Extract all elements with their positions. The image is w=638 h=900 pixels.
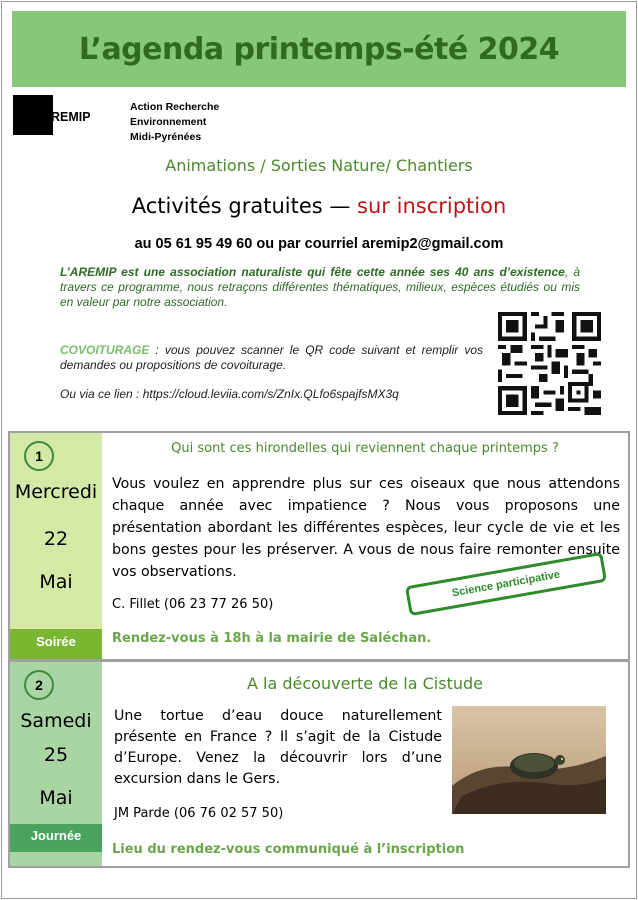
turtle-photo (452, 706, 606, 814)
event-date-panel (10, 662, 102, 866)
logo-text: AREMIP (42, 110, 91, 124)
page-title: L’agenda printemps-été 2024 (78, 31, 560, 67)
intro-rest: , à travers ce programme, nous retraçons différentes thématiques, milieux, espèces étudiés ou mis en valeur par notre association. (60, 265, 581, 309)
event-day: 25 (43, 744, 69, 766)
event-card-2 (8, 660, 630, 868)
event-number-badge: 2 (24, 670, 54, 700)
event-date-panel (10, 433, 102, 659)
intro-lead: L’AREMIP est une association naturaliste qui fête cette année ses 40 ans d’existence (60, 265, 565, 279)
free-activities-line (0, 194, 638, 218)
org-line: Midi-Pyrénées (130, 131, 202, 143)
org-name (130, 100, 219, 145)
event-contact: JM Parde (06 76 02 57 50) (114, 806, 284, 821)
event-time-tag: Soirée (10, 629, 102, 659)
free-text: Activités gratuites — (131, 194, 358, 218)
qr-code[interactable] (498, 312, 601, 415)
event-time-tag: Journée (10, 824, 102, 852)
contact-line[interactable]: au 05 61 95 49 60 ou par courriel aremip2@gmail.com (134, 236, 504, 252)
carpool-paragraph (60, 343, 483, 373)
event-meeting: Lieu du rendez-vous communiqué à l’inscription (112, 842, 465, 857)
event-title: Qui sont ces hirondelles qui reviennent chaque printemps ? (171, 441, 559, 456)
org-line: Action Recherche (130, 101, 220, 113)
event-month: Mai (39, 787, 73, 809)
subtitle: Animations / Sorties Nature/ Chantiers (165, 156, 473, 175)
event-meeting: Rendez-vous à 18h à la mairie de Saléchan. (112, 631, 432, 646)
science-participative-stamp: Science participative (405, 552, 607, 616)
intro-paragraph (60, 265, 580, 310)
event-description: Une tortue d’eau douce naturellement présente en France ? Il s’agit de la Cistude d’Europe. Venez la découvrir lors d’une excursion dans le Gers. (114, 708, 442, 787)
event-description: Vous voulez en apprendre plus sur ces oiseaux que nous attendons chaque année avec impatience ? Nous vous proposons une présentation abordant les différentes espèces, leur cycle de vie et les bons gestes pour les préserver. A vous de nous faire remonter ensuite vos observations. (112, 476, 620, 580)
event-title: A la découverte de la Cistude (247, 674, 483, 693)
event-card-1 (8, 431, 630, 661)
carpool-label: COVOITURAGE (60, 343, 150, 357)
event-contact: C. Fillet (06 23 77 26 50) (112, 597, 274, 612)
event-day: 22 (43, 528, 69, 550)
event-weekday: Samedi (20, 710, 92, 732)
event-weekday: Mercredi (14, 481, 98, 503)
carpool-text: : vous pouvez scanner le QR code suivant et remplir vos demandes ou propositions de covoiturage. (60, 343, 483, 372)
carpool-link[interactable]: Ou via ce lien : https://cloud.leviia.com/s/ZnIx.QLfo6spajfsMX3q (60, 387, 399, 401)
event-month: Mai (39, 571, 73, 593)
org-line: Environnement (130, 116, 207, 128)
title-banner (12, 11, 626, 87)
registration-text: sur inscription (357, 194, 507, 218)
event-number-badge: 1 (24, 441, 54, 471)
